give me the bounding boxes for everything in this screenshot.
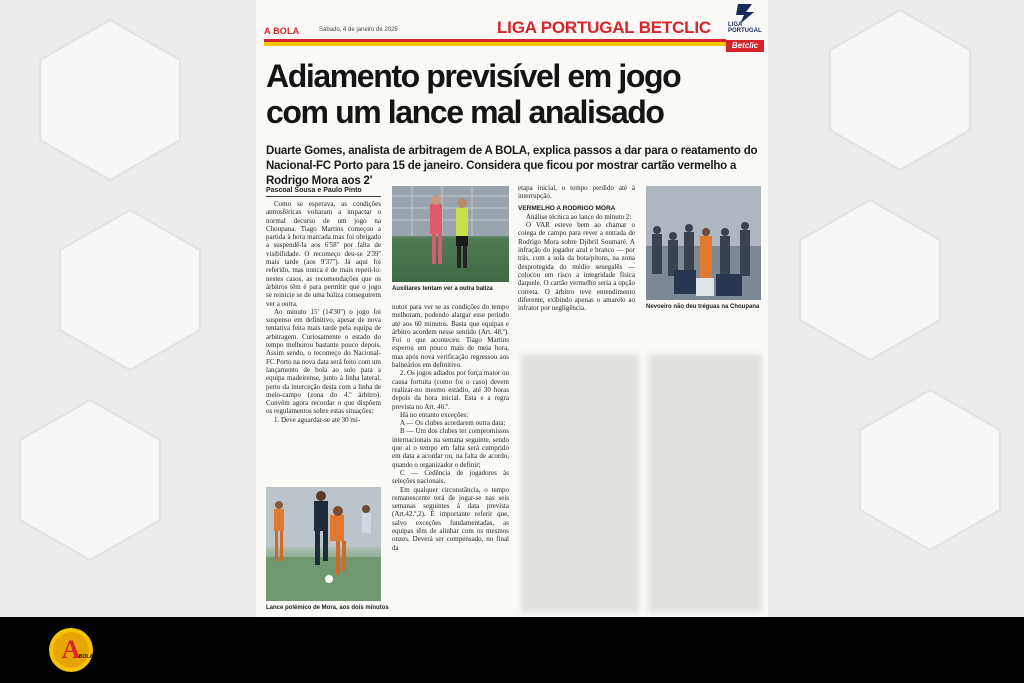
masthead (264, 18, 760, 40)
liga-portugal-logo (726, 4, 764, 56)
logo-word: BOLA (78, 654, 94, 660)
paragraph: 1. Deve aguardar-se até 30 mi- (274, 415, 361, 424)
caption-photo-3: Nevoeiro não deu tréguas na Choupana (646, 304, 760, 310)
author-rule (266, 196, 381, 197)
text-column-1 (266, 200, 381, 480)
paragraph: C — Cedência de jogadores às seleções nacionais. (392, 468, 509, 486)
referees-photo-icon (392, 186, 509, 282)
headline-line-1: Adiamento previsível em jogo (266, 58, 681, 94)
portugal-logo-text: PORTUGAL (728, 28, 762, 34)
issue-date: Sábado, 4 de janeiro de 2025 (319, 27, 398, 33)
liga-logo-text: LIGA (728, 22, 743, 28)
paragraph: etapa inicial, o tempo perdido até à interrupção. (518, 184, 635, 201)
paragraph: nutos para ver se as condições do tempo melhoram, podendo alargar esse período até aos 60 minutos. Basta que equipas e árbitro acordem nesse sentido (Art. 48.º). Foi o que aconteceu. Tiago Martins esperou um pouco mais de meia hora, mas após nova verificação regressou aos balneários em definitivo. (392, 303, 509, 370)
logo-letter: A (61, 635, 81, 664)
paragraph: B — Um dos clubes ter compromissos internacionais na semana seguinte, sendo que aí o tempo em falta será cumprido em data a acordar ou, na falta de acordo, quando o organizador o definir; (392, 427, 509, 469)
paragraph: Análise técnica ao lance do minuto 2: (526, 212, 632, 221)
paragraph: O VAR esteve bem ao chamar o colega de campo para rever a entrada de Rodrigo Mora sobre Djibril Soumaré. A infração do jogador azul e branco — por trás, com a sola da bota/pitons, na zona desprotegida do médio senegalês — colocou em risco a integridade física daquele. O cartão vermelho seria a opção correta. O árbitro teve entendimento diferente, exibindo apenas o amarelo ao infrator por negligência. (518, 221, 635, 313)
section-title: LIGA PORTUGAL BETCLIC (497, 18, 711, 37)
blurred-text-column (648, 355, 762, 613)
paragraph: 2. Os jogos adiados por força maior ou causa fortuita (como foi o caso) devem realizar-no mesmo estádio, até 30 horas depois da hora inicial. Esta e a regra prevista no Art. 46.º. (392, 369, 509, 411)
a-bola-logo-icon (46, 625, 96, 675)
paragraph: Há no entanto exceções: (400, 410, 469, 419)
subheading: VERMELHO A RODRIGO MORA (518, 204, 616, 212)
blurred-text-column (521, 355, 639, 613)
liga-emblem-icon (726, 4, 764, 24)
brand-name: A BOLA (264, 26, 300, 36)
article-authors: Pascoal Sousa e Paulo Pinto (266, 187, 362, 194)
paragraph: Ao minuto 15' (14'30'') o jogo foi suspenso em definitivo, apesar de nova tentativa feita mais tarde pela equipa de arbitragem. Curiosamente o estado do tempo melhorou bastante pouco depois. Assim sendo, o recomeço do Nacional-FC Porto na nova data será feito com um lançamento de bola ao solo para a equipa madeirense, junto à linha lateral, perto da interceção desta com a linha de meio-campo (zona do 4.º árbitro). Convém agora recordar o que dispõem os regulamentos sobre estas situações: (266, 307, 381, 416)
caption-photo-1: Auxiliares tentam ver a outra baliza (392, 286, 493, 292)
paragraph: Em qualquer circunstância, o tempo remanescente terá de jogar-se nas seis semanas seguintes à data prevista (Art.42.º,2). É importante referir que, salvo exceções fundamentadas, as equipas têm de alinhar com os mesmos onzes. Deverá ser compensado, no final da (392, 485, 509, 552)
photo-mora-tackle (266, 487, 381, 601)
header-yellow-rule (264, 42, 726, 46)
newspaper-page (256, 0, 768, 617)
players-photo-icon (266, 487, 381, 601)
article-lede: Duarte Gomes, analista de arbitragem de A BOLA, explica passos a dar para o reatamento do Nacional-FC Porto para 15 de janeiro. Considera que ficou por mostrar cartão vermelho a Rodrigo Mora aos 2' (266, 145, 758, 187)
text-column-3 (518, 184, 635, 354)
paragraph: Como se esperava, as condições atmosféricas voltaram a impactar o normal decurso de um jogo na Choupana. Tiago Martins começou a partida à hora marcada mas foi obrigado a suspendê-la aos 6'58'' por falta de visibilidade. O recomeço deu-se 2'39'' mais tarde (aos 9'37''). Já aqui foi referido, mas nunca é de mais repeti-lo: nestes casos, as recomendações que os árbitros têm é para permitir que o jogo se reinicie se de uma baliza conseguirem ver a outra. (266, 200, 381, 308)
photo-fog-choupana (646, 186, 761, 300)
paragraph: A — Os clubes acordarem outra data; (400, 419, 506, 428)
caption-photo-2: Lance polémico de Mora, aos dois minutos (266, 605, 389, 611)
footer-bar (0, 617, 1024, 683)
headline-line-2: com um lance mal analisado (266, 94, 664, 130)
fog-crowd-photo-icon (646, 186, 761, 300)
betclic-sponsor-logo: Betclic (726, 40, 764, 52)
text-column-2 (392, 303, 509, 615)
photo-assistants-goal (392, 186, 509, 282)
headline (266, 58, 756, 130)
